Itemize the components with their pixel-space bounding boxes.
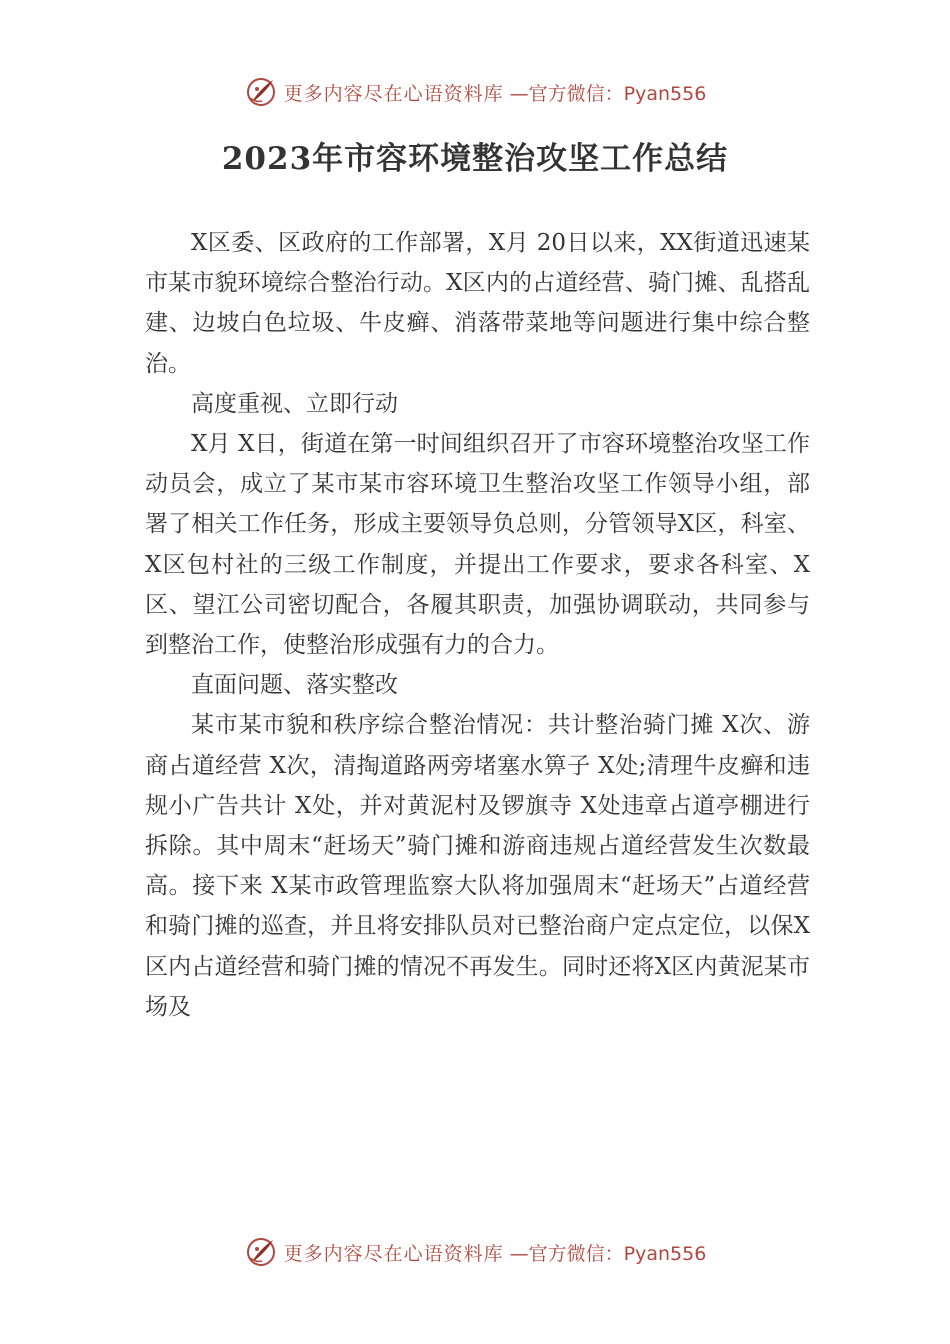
paragraph-intro: X区委、区政府的工作部署，X月 20日以来，XX街道迅速某市某市貌环境综合整治行动。X区内的占道经营、骑门摊、乱搭乱建、边坡白色垃圾、牛皮癣、消落带菜地等问题进行集中综合整治。 (145, 230, 810, 377)
document-title: 2023年市容环境整治攻坚工作总结 (221, 141, 729, 177)
paragraph-section-1: X月 X日，街道在第一时间组织召开了市容环境整治攻坚工作动员会，成立了某市某市容环境卫生整治攻坚工作领导小组，部署了相关工作任务，形成主要领导负总则，分管领导X区，科室、X区包村社的三级工作制度，并提出工作要求，要求各科室、X区、望江公司密切配合，各履其职责，加强协调联动，共同参与到整治工作，使整治形成强有力的合力。 (145, 431, 810, 659)
banner-contact-text: —官方微信：Pyan556 (509, 82, 707, 105)
footer-contact-text: —官方微信：Pyan556 (509, 1242, 707, 1265)
header-banner (0, 72, 950, 112)
paragraph-section-2: 某市某市貌和秩序综合整治情况：共计整治骑门摊 X次、游商占道经营 X次，清掏道路两旁堵塞水箅子 X处;清理牛皮癣和违规小广告共计 X处，并对黄泥村及锣旗寺 X处违章占道亭棚进行拆除。其中周末“赶场天”骑门摊和游商违规占道经营发生次数最高。接下来 X某市政管理监察大队将加强周末“赶场天”占道经营和骑门摊的巡查，并且将安排队员对已整治商户定点定位，以保X区内占道经营和骑门摊的情况不再发生。同时还将X区内黄泥某市场及 (145, 712, 810, 1020)
footer-brand-text: 更多内容尽在心语资料库 (283, 1242, 504, 1265)
footer-banner (0, 1232, 950, 1272)
section-heading-2: 直面问题、落实整改 (191, 672, 398, 699)
banner-brand-text: 更多内容尽在心语资料库 (283, 82, 504, 105)
section-heading-1: 高度重视、立即行动 (191, 390, 398, 417)
quill-pen-logo-icon (244, 1235, 278, 1269)
document-body (145, 223, 810, 1027)
quill-pen-logo-icon (244, 75, 278, 109)
